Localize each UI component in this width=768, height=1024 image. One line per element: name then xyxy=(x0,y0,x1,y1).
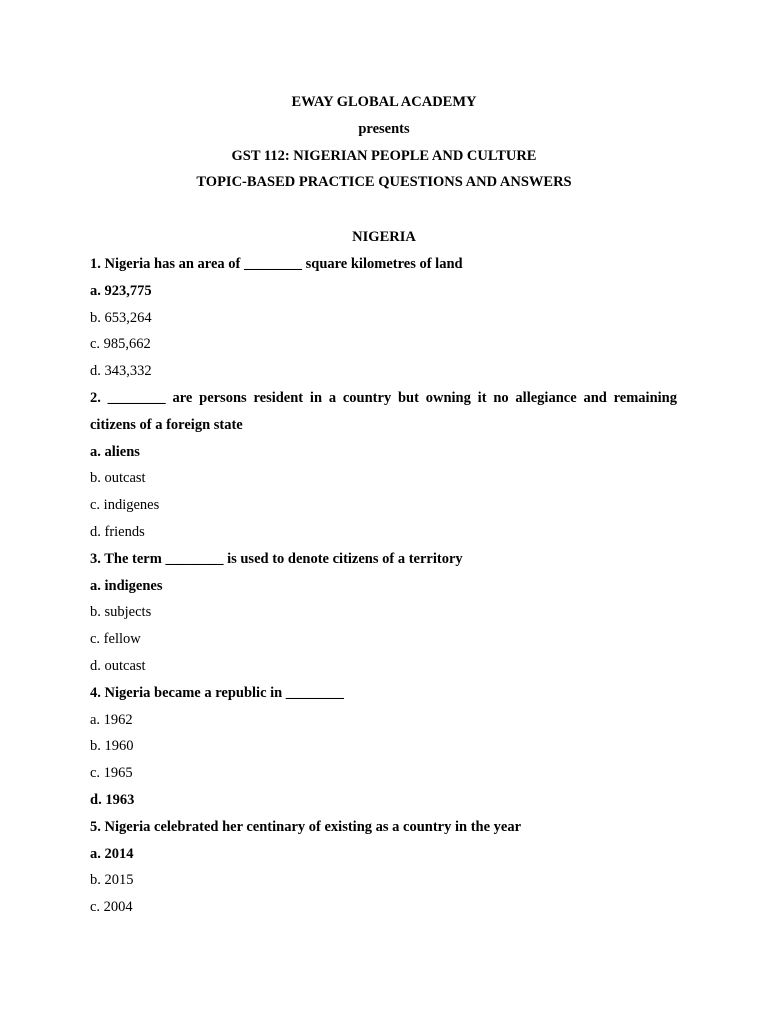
answer-option: c. 1965 xyxy=(90,765,133,782)
answer-option: c. 985,662 xyxy=(90,336,151,353)
question-text: 2. ________ are persons resident in a country but owning it no allegiance and remaining citizens of a foreign state xyxy=(90,389,677,433)
answer-option-correct: a. indigenes xyxy=(90,577,163,594)
answer-option: b. 653,264 xyxy=(90,309,152,326)
answer-option: b. 2015 xyxy=(90,872,134,889)
answer-option-correct: a. 2014 xyxy=(90,845,134,862)
academy-name: EWAY GLOBAL ACADEMY xyxy=(291,94,477,110)
answer-option: d. 343,332 xyxy=(90,363,152,380)
question-text: 3. The term ________ is used to denote citizens of a territory xyxy=(90,550,463,567)
answer-option: c. indigenes xyxy=(90,497,160,514)
answer-option: b. outcast xyxy=(90,470,146,487)
question-text: 4. Nigeria became a republic in ________ xyxy=(90,684,344,701)
answer-option: c. 2004 xyxy=(90,899,133,916)
answer-option-correct: a. aliens xyxy=(90,443,140,460)
question-text: 1. Nigeria has an area of ________ square kilometres of land xyxy=(90,256,463,272)
answer-option: b. subjects xyxy=(90,604,152,621)
question-list xyxy=(90,251,677,921)
document-header xyxy=(0,89,768,196)
document-subtitle: TOPIC-BASED PRACTICE QUESTIONS AND ANSWERS xyxy=(196,174,572,191)
question-text: 5. Nigeria celebrated her centinary of existing as a country in the year xyxy=(90,818,522,835)
answer-option: c. fellow xyxy=(90,631,141,648)
section-title: NIGERIA xyxy=(352,229,416,245)
answer-option-correct: d. 1963 xyxy=(90,791,135,808)
answer-option-correct: a. 923,775 xyxy=(90,282,152,299)
course-title: GST 112: NIGERIAN PEOPLE AND CULTURE xyxy=(231,147,537,164)
presents-line: presents xyxy=(358,120,410,137)
answer-option: d. outcast xyxy=(90,657,146,674)
answer-option: b. 1960 xyxy=(90,738,134,755)
answer-option: d. friends xyxy=(90,523,145,540)
answer-option: a. 1962 xyxy=(90,711,133,728)
